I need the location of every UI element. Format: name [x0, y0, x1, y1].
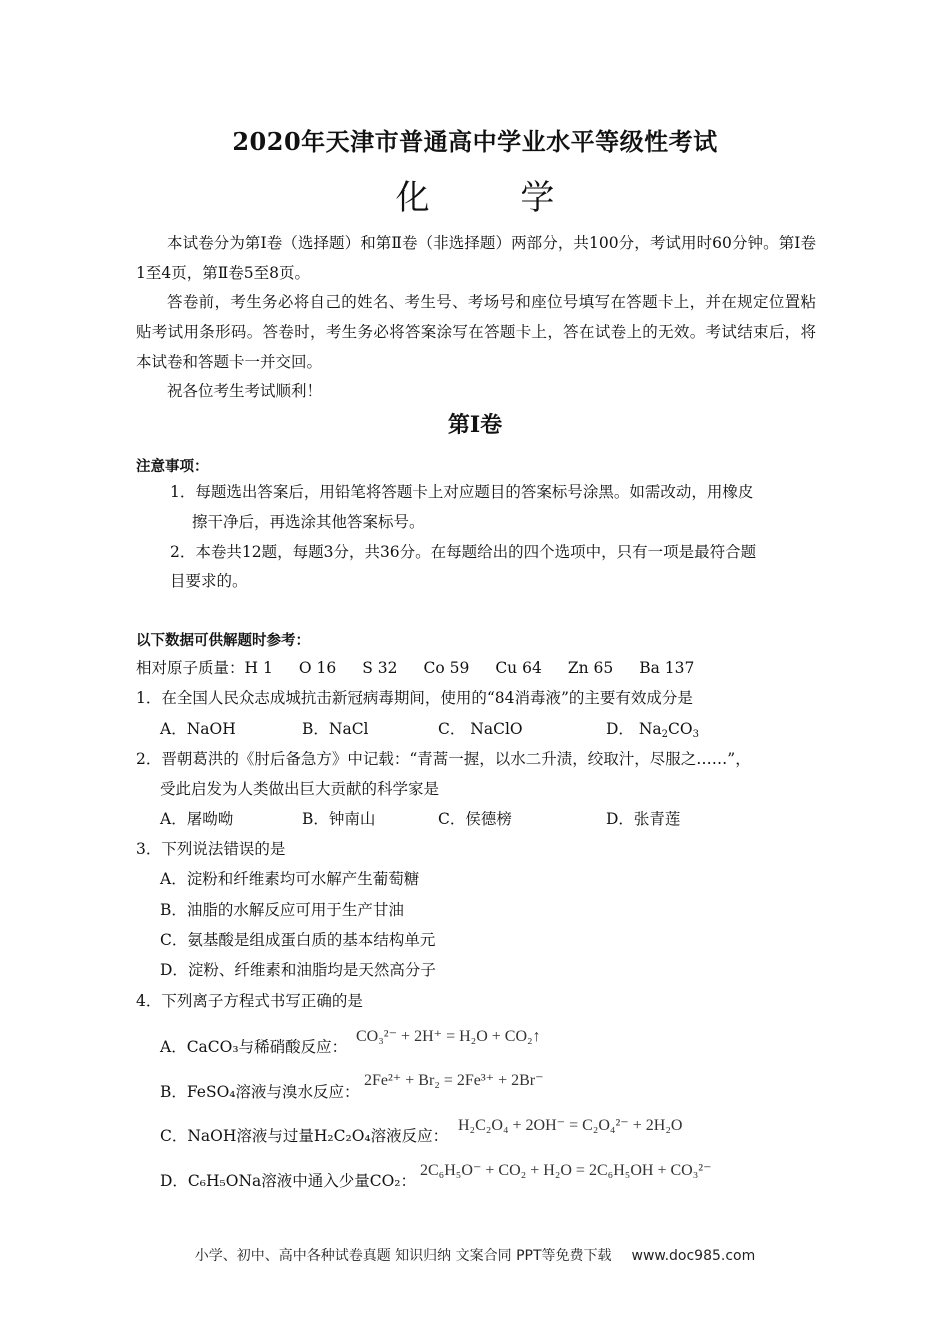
footer-url: www.doc985.com	[631, 1248, 756, 1264]
q2-stem-line-2: 受此启发为人类做出巨大贡献的科学家是	[160, 780, 440, 798]
note-2-line-1: 2．本卷共12题，每题3分，共36分。在每题给出的四个选项中，只有一项是最符合题	[170, 543, 757, 561]
q4-option-a-equation: CO₃²⁻ + 2H⁺ = H₂O + CO₂↑	[356, 1028, 541, 1045]
q3-option-d: D．淀粉、纤维素和油脂均是天然高分子	[160, 961, 436, 979]
q4-option-c-equation: H₂C₂O₄ + 2OH⁻ = C₂O₄²⁻ + 2H₂O	[458, 1117, 683, 1134]
atomic-mass-item: Cu 64	[495, 659, 542, 677]
exam-title: 2020年天津市普通高中学业水平等级性考试	[232, 127, 718, 156]
q1-stem: 1．在全国人民众志成城抗击新冠病毒期间，使用的“84消毒液”的主要有效成分是	[136, 689, 693, 707]
q3-option-a: A．淀粉和纤维素均可水解产生葡萄糖	[160, 870, 420, 888]
q2-stem-line-1: 2．晋朝葛洪的《肘后备急方》中记载：“青蒿一握，以水二升渍，绞取汁，尽服之……”，	[136, 750, 751, 768]
atomic-mass-item: Ba 137	[639, 659, 695, 677]
q1-option-d-sub2: 3	[692, 729, 699, 740]
q1-option-d	[606, 718, 699, 746]
atomic-mass-item: Zn 65	[567, 659, 614, 677]
q4-option-b-equation: 2Fe²⁺ + Br₂ = 2Fe³⁺ + 2Br⁻	[364, 1072, 544, 1089]
q2-option-b: B．钟南山	[302, 810, 376, 828]
section-title: 第Ⅰ卷	[447, 412, 503, 438]
q2-option-a: A．屠呦呦	[160, 810, 234, 828]
atomic-mass-item: S 32	[362, 659, 398, 677]
atomic-mass-item: H 1	[244, 659, 273, 677]
atomic-mass-row	[136, 657, 720, 679]
q4-option-c-label: C．NaOH溶液与过量H₂C₂O₄溶液反应：	[160, 1127, 449, 1145]
footer-text: 小学、初中、高中各种试卷真题 知识归纳 文案合同 PPT等免费下载	[194, 1248, 612, 1264]
q1-option-a: A．NaOH	[160, 720, 236, 738]
q1-option-d-sub1: 2	[661, 729, 669, 740]
q1-option-b: B．NaCl	[302, 720, 369, 738]
q1-option-d-mid: CO	[668, 720, 693, 738]
footer	[0, 1245, 950, 1265]
note-1-line-2: 擦干净后，再选涂其他答案标号。	[192, 513, 425, 531]
subject-title: 化 学	[395, 178, 595, 218]
intro-paragraph-2: 答卷前，考生务必将自己的姓名、考生号、考场号和座位号填写在答题卡上，并在规定位置粘贴考试用条形码。答卷时，考生务必将答案涂写在答题卡上，答在试卷上的无效。考试结束后，将本试卷和答题卡一并交回。	[136, 293, 816, 371]
q3-option-b: B．油脂的水解反应可用于生产甘油	[160, 901, 404, 919]
reference-label: 以下数据可供解题时参考：	[136, 633, 310, 649]
atomic-mass-prefix: 相对原子质量：	[136, 659, 245, 677]
notes-label: 注意事项：	[136, 459, 209, 475]
q4-option-b-label: B．FeSO₄溶液与溴水反应：	[160, 1083, 360, 1101]
note-1-line-1: 1．每题选出答案后，用铅笔将答题卡上对应题目的答案标号涂黑。如需改动，用橡皮	[170, 483, 754, 501]
q3-stem: 3．下列说法错误的是	[136, 840, 286, 858]
q4-stem: 4．下列离子方程式书写正确的是	[136, 992, 363, 1010]
q4-option-a-label: A．CaCO₃与稀硝酸反应：	[160, 1038, 348, 1056]
atomic-mass-item: O 16	[298, 659, 337, 677]
q3-option-c: C．氨基酸是组成蛋白质的基本结构单元	[160, 931, 436, 949]
q4-option-d-label: D．C₆H₅ONa溶液中通入少量CO₂：	[160, 1172, 417, 1190]
q1-option-d-prefix: D． Na	[606, 720, 662, 738]
q2-option-c: C．侯德榜	[438, 810, 512, 828]
note-2-line-2: 目要求的。	[170, 572, 248, 590]
q4-option-d-equation: 2C₆H₅O⁻ + CO₂ + H₂O = 2C₆H₅OH + CO₃²⁻	[420, 1162, 712, 1179]
q1-option-c: C． NaClO	[438, 720, 523, 738]
intro-paragraph-3: 祝各位考生考试顺利！	[167, 382, 323, 400]
intro-paragraph-1: 本试卷分为第Ⅰ卷（选择题）和第Ⅱ卷（非选择题）两部分，共100分，考试用时60分钟。第Ⅰ卷1至4页，第Ⅱ卷5至8页。	[136, 234, 816, 282]
q2-option-d: D．张青莲	[606, 810, 681, 828]
atomic-mass-item: Co 59	[423, 659, 470, 677]
